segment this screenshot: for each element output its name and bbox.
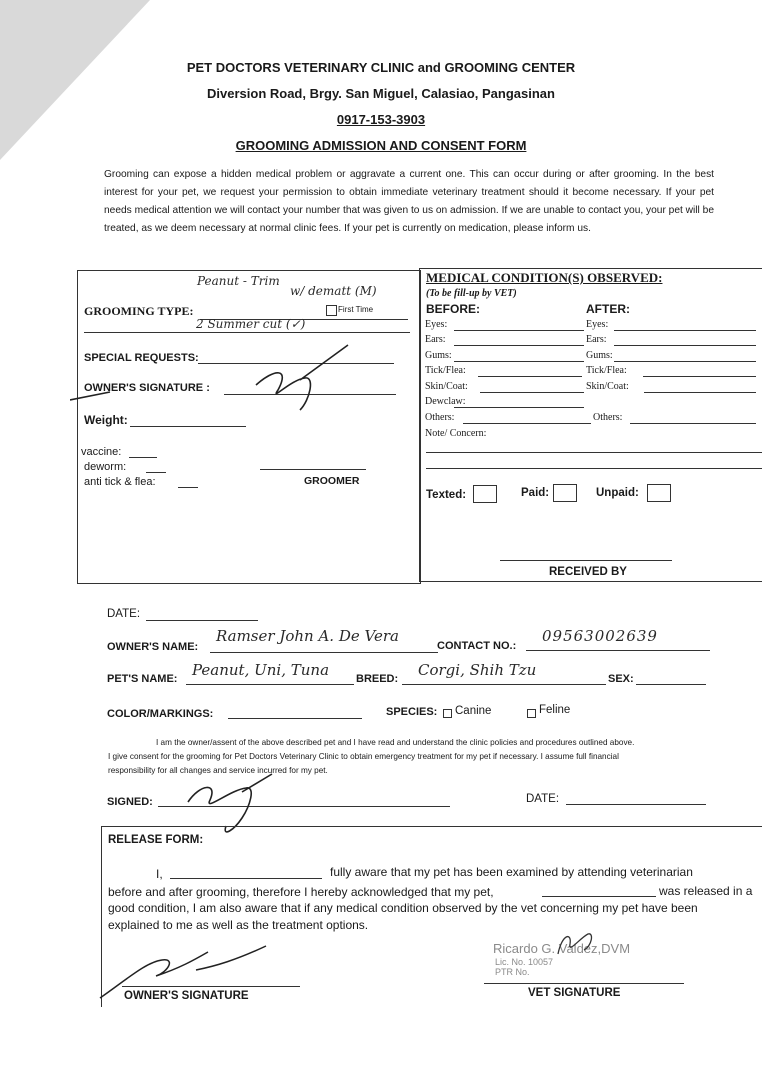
- before-item-line[interactable]: [480, 392, 584, 393]
- breed-label: BREED:: [356, 673, 399, 685]
- before-item-label: Dewclaw:: [425, 396, 466, 407]
- medical-title: MEDICAL CONDITION(S) OBSERVED:: [426, 270, 663, 285]
- release-owner-sig-label: OWNER'S SIGNATURE: [124, 990, 249, 1002]
- release-title: RELEASE FORM:: [108, 834, 204, 846]
- after-item-label: Skin/Coat:: [586, 381, 629, 392]
- after-item-line[interactable]: [614, 330, 756, 331]
- before-item-line[interactable]: [454, 345, 584, 346]
- weight-label: Weight:: [84, 413, 128, 427]
- breed-line[interactable]: [402, 684, 606, 685]
- after-item-line[interactable]: [614, 345, 756, 346]
- after-item-line[interactable]: [644, 392, 756, 393]
- before-item-line[interactable]: [463, 423, 591, 424]
- before-item-line[interactable]: [454, 407, 584, 408]
- feline-checkbox[interactable]: [527, 709, 536, 718]
- consent-line-1: I am the owner/assent of the above described pet and I have read and understand the clinic policies and procedures outlined above.: [156, 738, 635, 747]
- date2-label: DATE:: [526, 793, 560, 805]
- before-item-label: Note/ Concern:: [425, 428, 487, 439]
- owner-name-value: Ramser John A. De Vera: [216, 627, 399, 645]
- vet-stamp-name: Ricardo G. Valdez,DVM: [493, 941, 631, 956]
- paid-checkbox[interactable]: [553, 484, 577, 502]
- antitick-label: anti tick & flea:: [84, 476, 156, 488]
- release-pet-line[interactable]: [542, 896, 656, 897]
- after-item-label: Others:: [593, 412, 623, 423]
- clinic-address: Diversion Road, Brgy. San Miguel, Calasiao, Pangasinan: [207, 86, 555, 101]
- before-item-line[interactable]: [478, 376, 582, 377]
- grooming-type-label: GROOMING TYPE:: [84, 304, 194, 318]
- date-label: DATE:: [107, 608, 141, 620]
- grooming-handwriting-2: w/ dematt (M): [290, 284, 377, 298]
- before-item-label: Others:: [425, 412, 455, 423]
- breed-value: Corgi, Shih Tzu: [418, 661, 537, 679]
- pet-name-value: Peanut, Uni, Tuna: [192, 661, 330, 679]
- release-line-4: explained to me as well as the treatment options.: [108, 918, 369, 932]
- antitick-line: [178, 487, 198, 488]
- paid-label: Paid:: [521, 487, 550, 499]
- grooming-handwriting-3: 2 Summer cut (✓): [196, 317, 306, 331]
- grooming-handwriting-1: Peanut - Trim: [197, 274, 280, 288]
- before-item-line[interactable]: [454, 330, 584, 331]
- sex-label: SEX:: [608, 673, 634, 685]
- deworm-line: [146, 472, 166, 473]
- owner-name-line[interactable]: [210, 652, 438, 653]
- after-item-line[interactable]: [630, 423, 756, 424]
- unpaid-label: Unpaid:: [596, 487, 639, 499]
- release-name-line[interactable]: [170, 878, 322, 879]
- signed-label: SIGNED:: [107, 796, 153, 808]
- before-item-label: Ears:: [425, 334, 446, 345]
- before-item-label: Skin/Coat:: [425, 381, 468, 392]
- sex-line[interactable]: [636, 684, 706, 685]
- form-title: GROOMING ADMISSION AND CONSENT FORM: [235, 138, 527, 153]
- clinic-name: PET DOCTORS VETERINARY CLINIC and GROOMING CENTER: [186, 60, 576, 75]
- after-item-label: Ears:: [586, 334, 607, 345]
- release-i: I,: [156, 867, 163, 881]
- before-item-label: Gums:: [425, 350, 452, 361]
- special-requests-label: SPECIAL REQUESTS:: [84, 352, 199, 364]
- vet-stamp-lic: Lic. No. 10057: [495, 957, 554, 967]
- consent-line-2: I give consent for the grooming for Pet Doctors Veterinary Clinic to obtain emergency treatment for my pet if necessary. I assume full financial: [108, 752, 619, 761]
- vet-sig-line[interactable]: [484, 983, 684, 984]
- before-item-label: Eyes:: [425, 319, 448, 330]
- owner-signature-label: OWNER'S SIGNATURE :: [84, 382, 210, 394]
- release-line-3: good condition, I am also aware that if any medical condition observed by the vet concerning my pet have been: [108, 901, 698, 915]
- consent-line-3: responsibility for all changes and service incurred for my pet.: [108, 766, 328, 775]
- canine-label: Canine: [455, 705, 492, 717]
- contact-label: CONTACT NO.:: [437, 640, 517, 652]
- groomer-line: [260, 469, 366, 470]
- note-line-1: [426, 452, 762, 453]
- contact-value: 09563002639: [542, 627, 658, 645]
- release-line-2: before and after grooming, therefore I hereby acknowledged that my pet,: [108, 885, 494, 899]
- clinic-phone: 0917-153-3903: [336, 112, 426, 127]
- species-label: SPECIES:: [386, 706, 438, 718]
- color-line[interactable]: [228, 718, 362, 719]
- date-line[interactable]: [146, 620, 258, 621]
- texted-label: Texted:: [426, 489, 467, 501]
- after-label: AFTER:: [586, 302, 630, 316]
- release-owner-sig-line[interactable]: [122, 986, 300, 987]
- vet-stamp-ptr: PTR No.: [495, 967, 530, 977]
- pet-name-line[interactable]: [186, 684, 354, 685]
- vaccine-label: vaccine:: [81, 446, 122, 458]
- first-time-checkbox[interactable]: [326, 305, 337, 316]
- release-line-1: fully aware that my pet has been examined by attending veterinarian: [330, 865, 693, 879]
- received-by-label: RECEIVED BY: [549, 566, 627, 578]
- color-label: COLOR/MARKINGS:: [107, 708, 214, 720]
- folded-page-corner: [0, 0, 150, 160]
- vet-sig-label: VET SIGNATURE: [528, 987, 621, 999]
- received-by-line: [500, 560, 672, 561]
- canine-checkbox[interactable]: [443, 709, 452, 718]
- texted-checkbox[interactable]: [473, 485, 497, 503]
- owner-name-label: OWNER'S NAME:: [107, 641, 199, 653]
- before-item-line[interactable]: [454, 361, 584, 362]
- after-item-label: Tick/Flea:: [586, 365, 627, 376]
- vaccine-line: [129, 457, 157, 458]
- unpaid-checkbox[interactable]: [647, 484, 671, 502]
- date2-line[interactable]: [566, 804, 706, 805]
- medical-subtitle: (To be fill-up by VET): [426, 288, 517, 299]
- before-item-label: Tick/Flea:: [425, 365, 466, 376]
- feline-label: Feline: [539, 704, 571, 716]
- owner-signature-scribble: [70, 340, 360, 420]
- intro-paragraph: Grooming can expose a hidden medical problem or aggravate a current one. This can occur during or after grooming. In the best interest for your pet, we request your permission to obtain immediate veterinary treatment should it become necessary. If your pet needs medical attention we will contact your number that was given to us on admission. If we are unable to contact you, your pet will be treated, as we deem necessary at normal clinic fees. If your pet is currently on medication, please inform us.: [104, 169, 714, 234]
- pet-name-label: PET'S NAME:: [107, 673, 178, 685]
- after-item-line[interactable]: [643, 376, 756, 377]
- after-item-label: Eyes:: [586, 319, 609, 330]
- weight-line: [130, 426, 246, 427]
- before-label: BEFORE:: [426, 302, 480, 316]
- release-line-2-end: was released in a: [659, 884, 753, 898]
- note-line-2: [426, 468, 762, 469]
- contact-line[interactable]: [526, 650, 710, 651]
- deworm-label: deworm:: [84, 461, 127, 473]
- vet-signature-scribble: [548, 924, 608, 964]
- after-item-line[interactable]: [614, 361, 756, 362]
- after-item-label: Gums:: [586, 350, 613, 361]
- first-time-label: First Time: [338, 305, 374, 314]
- groomer-label: GROOMER: [304, 475, 360, 487]
- grooming-type-line-2: [84, 332, 410, 333]
